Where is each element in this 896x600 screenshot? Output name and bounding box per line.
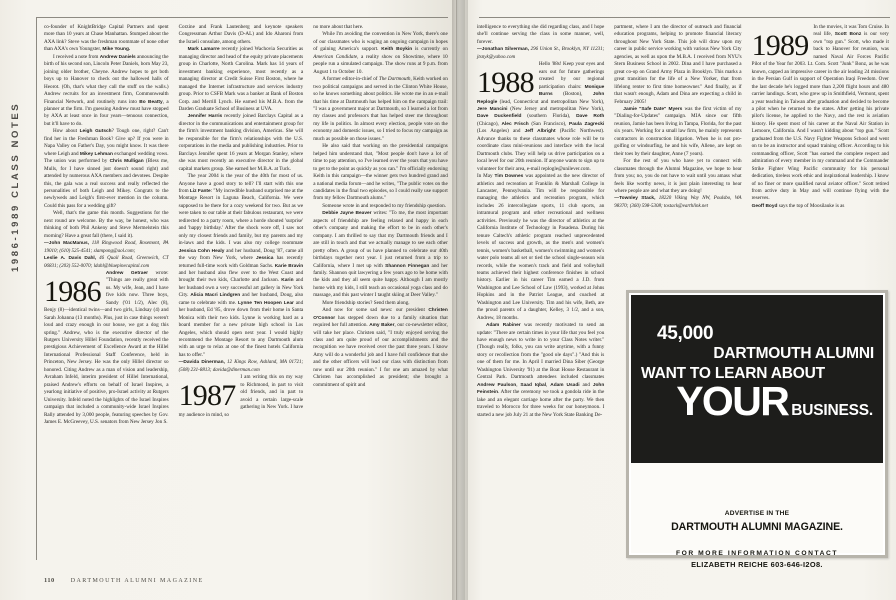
paragraph: Hello '88s! Keep your eyes and ears out for future gatherings created by our regional participation chairs: Monique Burns (Boston), John Replogle (lead, Connecticut and metropolitan New York), Jere Mancini (New Jersey and metropolitan New York), Dave Duckenfield (southern Florida), Dave Roth (Chicago), Alec Frisch (San Francisco), Paula Zagrecki (Los Angeles) and Jeff Albright (Pacific Northwest). Advance thanks to these classmates whose role will be to coordinate class mini-reunions and interface with the local Dartmouth clubs. They will help us drive participation on a local level for our 20th reunion. If anyone wants to sign up to volunteer for their area, e-mail replogle@unilever.com. — [477, 61, 605, 172]
ad-headline-line-1: 45,000 — [657, 323, 714, 344]
paragraph: More friendship stories? Send them along. — [322, 299, 410, 306]
person-name: Amy Baker — [369, 323, 395, 329]
ad-black-panel — [631, 295, 883, 463]
ad-cta-line-1: ADVERTISE IN THE — [724, 510, 790, 517]
person-name: Andrew Daniels — [99, 54, 136, 60]
person-name: Monique Burns — [538, 84, 605, 98]
person-name: Lynne Ten Hoopen Lear — [238, 300, 294, 306]
person-name: Geoff Boyd — [751, 203, 778, 209]
person-name: Andrew Getraer — [105, 270, 148, 276]
right-page-top-rule — [479, 17, 890, 18]
person-name: Karie Bravin — [274, 263, 304, 269]
person-name: Jessica Cohn Healy — [178, 248, 225, 254]
ad-contact-info: ELIZABETH REICHE 603-646-I2O8. — [691, 560, 823, 569]
ad-headline-line-3: WANT TO LEARN ABOUT — [641, 365, 825, 382]
paragraph: I received a note from Andrew Daniels announcing the birth of his second son, Lincoln Peter Daniels, born May 23, joining older brother, Cheyne. Andrew hopes to get both boys up to Hanover to check out the hallowed halls of Heorot. (Oh, that's what they call the stuff on the walls.) Andrew recruits for an investment firm, Commonwealth Financial Network, and routinely runs into Bo Beatty, a planner at the firm. I'm guessing Andrew must have stopped by AXA at least once in four years—tenuous connection, but it'll have to do. — [44, 53, 169, 127]
paragraph: Someone wrote in and responded to my friendship question. — [322, 202, 446, 209]
person-name: Chris Mulligan — [109, 159, 144, 165]
paragraph: And now for some sad news: our president Christen O'Connor has stepped down due to a family situation that required her full attention. Amy Baker, our co-newsletter editor, will take her place. Christen said, "I truly enjoyed serving the class and am quite proud of our accomplishments and the recognition we have received over the past three years. I know Amy will do a wonderful job and I have full confidence that she and the other officers will lead our class with distinction from now until our 20th reunion." I for one am amazed by what Christen has accomplished as president; she brought a commitment of spirit and — [313, 307, 448, 388]
ad-headline-business: BUSINESS. — [791, 402, 873, 419]
left-page-columns — [44, 24, 448, 426]
column-signature: —Townley Stack, 18220 Viking Way NW, Poulsbo, WA 98370; (360) 598-5308; tostack@earthlink.net — [614, 196, 742, 209]
publication-title: The Dartmouth — [378, 76, 411, 83]
person-name: Jennifer Harris — [187, 114, 223, 120]
right-column-1 — [477, 24, 614, 419]
paragraph: In May Tim Downes was appointed as the new director of athletics and recreation at Franklin & Marshall College in Lancaster, Pennsylvania. Tim will be responsible for managing the athletics and recreation program, which includes 26 intercollegiate sports, 11 club sports, an intramural program and other recreational and wellness activities. Previously he was the director of athletics at the California Institute of Technology in Pasadena. During his tenure Caltech's athletic program reached unprecedented levels of success and growth, as the men's and women's tennis, women's basketball, women's swimming and women's water polo teams all set or tied the school single-season win records, while the women's track and field and volleyball teams achieved their highest conference finishes in school history. Earlier in his career Tim earned a J.D. from Washington and Lee School of Law (1993), worked at Johns Hopkins and in the Patriot League, and coached at Washington and Lee University. Tim and his wife, Beth, are the proud parents of a daughter, Kelley, 3 1/2, and a son, Andrew, 18 months. — [477, 173, 605, 321]
person-name: Shannon Finnegan — [385, 263, 430, 269]
person-name: Karin — [281, 278, 294, 284]
person-name: Bo Beatty — [139, 99, 163, 105]
year-section-1986 — [44, 270, 169, 427]
paragraph: co-founder of KnightBridge Capital Partners and spent more than 10 years at Chase Manhattan. Stumped about the AXA link? Steve was the freshman roommate of none other than AXA's own Youngster, Mike Young. — [44, 24, 169, 53]
left-column-3 — [313, 24, 448, 426]
year-section-1988 — [477, 61, 604, 173]
column-signature: Leslie A. Davis Dahl, 46 Quail Road, Greenwich, CT 06831; (203) 552-0070; ldahl@bluepinecapital.com — [44, 256, 169, 269]
paragraph: Corzine and Frank Lautenberg and keynote speakers Congressman Arthur Davis (D-AL) and Ido Aharoni from the Israeli consulate, among others. — [178, 24, 304, 45]
column-signature: —Davida Dinerman, 12 Kings Row, Ashland, MA 01721; (508) 231-8813; davida@dinerman.com — [178, 360, 304, 373]
year-section-1989 — [752, 24, 889, 203]
paragraph: While I'm avoiding the convention in New York, there's one of our classmates who is waging an ongoing campaign in hopes of gaining America's support. Keith Boykin is currently on American Candidate, a reality show on Showtime, where 10 people run a simulated campaign. The show runs at 9 p.m. from August 1 to October 10. — [313, 31, 448, 75]
ad-headline-line-2: DARTMOUTH ALUMNI — [713, 345, 874, 362]
paragraph: no more about that here. — [313, 24, 364, 30]
person-name: Andrew Paulson — [477, 382, 517, 388]
ad-cta-panel — [631, 463, 883, 569]
paragraph: Geoff Boyd says the top of Moosilauke is as — [751, 202, 845, 209]
advertisement[interactable] — [626, 290, 888, 569]
person-name: Alec Frisch — [501, 121, 529, 127]
paragraph: Mark Lamarre recently joined Wachovia Securities as managing director and head of the equity private placements group in Charlotte, North Carolina. Mark has 14 years of investment banking experience, most recently as a managing director at Credit Suisse First Boston, where he managed the Internet infrastructure and services industry group. Prior to CSFB Mark was a banker at Bank of Boston Corp. and Merrill Lynch. He earned his M.B.A. from the Darden Graduate School of Business at UVA. — [178, 46, 304, 112]
person-name: Mark Lamarre — [187, 47, 220, 53]
person-name: John Replogle — [477, 92, 605, 105]
person-name: Christen O'Connor — [313, 308, 448, 321]
person-name: Leigh Gutsch — [79, 129, 112, 135]
year-heading: 1988 — [477, 66, 534, 100]
paragraph: A former editor-in-chief of The Dartmouth, Keith worked on two political campaigns and served in the Clinton White House, so he knows something about politics. He wrote me in an e-mail that his time at Dartmouth has helped him on the campaign trail: "I was a government major at Dartmouth, so I learned a lot from my classes and professors that has helped steer me throughout my life in politics. In almost every election, people vote on the economy and domestic issues, so I tried to focus my campaign as much as possible on those issues." — [313, 76, 448, 142]
paragraph: How about Leigh Gutsch? Tough one, right? Can't find her in the Freshman Book? Give up? If you were in Napa Valley on Father's Day, you might know. It was there where Leigh and Mikey Lehman exchanged wedding vows. The union was performed by Chris Mulligan (Bless me, Mulls, for I have sinned just doesn't sound right) and attended by numerous AXA members and devotees. Despite this, the gala was a real success and really reflected the personalities of both Leigh and Mikey. Congrats to the newlyweds and Leigh's first-ever mention in the column. Could this pass for a wedding gift? — [44, 128, 169, 209]
paragraph: I am writing this on my way to Richmond, in part to visit old friends, and in part to avoid a certain large-scale gathering in New York. I have my audience in mind, so — [178, 374, 304, 418]
running-head-vertical: 1986-1989 CLASS NOTES — [10, 101, 21, 272]
person-name: Jessica — [256, 256, 274, 262]
show-title: American Candidate — [313, 53, 358, 60]
ad-headline-line-4 — [631, 378, 883, 424]
year-section-1987 — [179, 374, 304, 419]
person-name: Scott Bonz — [834, 32, 862, 38]
paragraph: In the movies, it was Tom Cruise. In real life, Scott Bonz is our very own "top gun." Scott, who made it back to Hanover for reunion, was named Naval Air Forces Pacific Pilot of the Year for 2003. Lt. Com. Scott "Junk" Bonz, as he was known, capped an impressive career in the air leading 24 missions in the Persian Gulf in support of Operation Iraqi Freedom. Over the last decade he's logged more than 2,200 flight hours and 480 carrier landings. Scott, who grew up in Smithfield, Vermont, spent a year teaching in Taiwan after graduation and decided to become a pilot when he returned to the states. After getting his private pilot's license, he applied to the Navy, and the rest is aviation history. He spent most of his career at the Naval Air Station in Lemoore, California. And I wasn't kidding about "top gun." Scott graduated from the U.S. Navy Fighter Weapons School and went on to be an instructor and squad training officer. According to his commanding officer, Scott "has earned the complete respect and admiration of every member in my command and the Commander Strike Fighter Wing Pacific community for his personal dedication, tireless work ethic and inspirational leadership. I know of no finer or more qualified naval aviator officer." Scott retired from active duty in May and will continue flying with the reserves. — [751, 24, 889, 202]
column-signature: —Jonathan Silverman, 296 Union St., Brooklyn, NY 11231; jtsnyk@yahoo.com — [477, 47, 605, 60]
left-column-1 — [44, 24, 179, 426]
left-page-top-rule — [36, 17, 448, 18]
ad-cta-line-2: DARTMOUTH ALUMNI MAGAZINE. — [671, 521, 843, 533]
paragraph: partment, where I am the director of outreach and financial education programs, helping to promote financial literacy throughout New York State. This job will draw upon my career in public service working with various New York City agencies, as well as upon the M.B.A. I received from NYU's Stern Business School in 2002. Dina and I have purchased a great co-op on Grand Army Plaza in Brooklyn. This marks a great transition for the life of a New Yorker, that from lifelong renter to first time homeowner." And finally, as if that wasn't enough, Adam and Dina are expecting a child in February 2005! — [614, 24, 742, 105]
person-name: Adam Usadi — [550, 382, 580, 388]
right-page — [465, 0, 896, 600]
paragraph: intelligence to everything she did regarding class, and I hope she'll continue serving the class in some manner, well, forever. — [477, 24, 605, 45]
person-name: Dave Roth — [576, 114, 605, 120]
person-name: Dave Duckenfield — [477, 114, 522, 120]
person-name: Jeff Albright — [524, 129, 556, 135]
person-name: Liz Fante — [189, 188, 211, 194]
person-name: Mikey Lehman — [79, 151, 113, 157]
paragraph: He also said that working on the presidential campaigns helped him understand that, "Most people don't have a lot of time to pay attention, so I've learned over the years that you have to get to the point as quickly as you can." I'm officially endorsing Keith in this campaign—the winner gets two hundred grand and a national media forum—and he writes, "The public votes on the candidates in the final two episodes, so I could really use support from my fellow Dartmouth alums." — [313, 143, 448, 202]
person-name: John Feinstein — [477, 382, 605, 396]
page-footer — [44, 577, 204, 584]
person-name: Jamie "Safe Date" Myers — [623, 106, 683, 112]
paragraph: Well, that's the game this month. Suggestions for the next round are welcome. By the way, be honest, who was thinking of both Phil Ankeny and Steve Mermelstein this morning? Have a great fall (there, I said it). — [44, 210, 169, 239]
left-column-2 — [179, 24, 314, 426]
ad-cta-line-3: FOR MORE INFORMATION CONTACT — [675, 550, 839, 557]
person-name: Adam Rabiner — [486, 323, 521, 329]
person-name: Keith Boykin — [381, 47, 413, 53]
paragraph: Jamie "Safe Date" Myers was the first victim of my "Dialing-for-Updates" campaign. MIA since our fifth reunion, Jamie has been living in Tampa, Florida, for the past six years. Working for a small law firm, he mainly represents contractors in construction litigation. When he is not pro-golfing or windsurfing, he and his wife, Allene, are kept on their toes by their daughter, Anne (7 years). — [614, 105, 742, 157]
paragraph: Andrew Getraer wrote: "Things are really great with us. My wife, Jean, and I have five kids now. Three boys, Sandy ('01 1/2), Alec (8), Benjy (8)—identical twins—and two girls, Lindsay (4) and Sarah Johanna (13 months). Plus, just in case things weren't loud and crazy enough in our house, we got a dog this spring." Andrew, who is the executive director of the Rutgers University Hillel Foundation, recently received the prestigious Achievement of Excellence Award at the Hillel International Professional Staff Conference, held in Princeton, New Jersey. He was the only Hillel director so honored. Citing Andrew as a man of vision and leadership, Avraham Infeld, interim president of Hillel International, praised Andrew's efforts on behalf of Israel Inspires, a yearlong initiative of positive, pro-Israel activity at Rutgers University. Infeld noted the highlights of the Israel Inspires campaign that included a community-wide Israel Inspires Rally attended by 3,000 people, featuring speeches by Gov. James E. McGreevey, U.S. senators from New Jersey Jon S. — [44, 269, 169, 426]
year-heading: 1989 — [751, 29, 809, 62]
ad-headline-your: YOUR — [676, 378, 789, 424]
year-heading: 1986 — [44, 274, 101, 308]
person-name: Paula Zagrecki — [569, 121, 605, 127]
left-page-side-rule — [36, 17, 37, 560]
paragraph: The year 2004 is the year of the 40th for most of us. Anyone have a good story to tell? I'll start with this one from Liz Fante: "My incredible husband surprised me at the Montage Resort in Laguna Beach, California. We were supposed to be there for a cozy weekend for two. But as we were taken to our table at their fabulous restaurant, we were redirected to a party room, where a horde shouted 'surprise' and 'happy birthday.' After the shock wore off, I saw not only my closest friends and family, but my parents and my in-laws and the kids. I was also my college roommate Jessica Cohn Healy and her husband, Doug '87, came all the way from New York, where Jessica has recently returned full-time work with Goldman Sachs. Karie Bravin and her husband also flew over to the West Coast and brought their two kids, Charlotte and Jackson. Karin and her husband own a very successful art gallery in New York City. Alicia Macri Lindgren and her husband, Doug, also came to celebrate with me. Lynne Ten Hoopen Lear and her husband, Ed '85, drove down from their home in Santa Monica with their two kids. Lynne is working hard as a board member for a new private high school in Los Angeles, which should open next year. I would highly recommend the Montage Resort to any Dartmouth alum with an urge to relax at one of the finest hotels California has to offer." — [178, 173, 304, 358]
paragraph: Jennifer Harris recently joined Barclays Capital as a director in the communications and entertainment group for the firm's investment banking division, Americas. She will be responsible for the firm's relationships with the U.S. corporations in the media and publishing industries. Prior to Barclays Jennifer spent 16 years at Morgan Stanley, where she was most recently an executive director in the global capital markets group. She earned her M.B.A. at Tuck. — [178, 113, 304, 172]
person-name: Mike Young. — [102, 47, 131, 53]
year-heading: 1987 — [178, 379, 236, 413]
person-name: Saad Iqbal — [520, 382, 547, 388]
paragraph: Debbie Jayne Beaver writes: "To me, the most important aspects of friendship are feeling relaxed and happy in each other's company and making the effort to be in each other's company. I am thrilled to say that my Dartmouth friends and I are still in touch and that we actually manage to see each other pretty often. A group of us have planned to celebrate our 40th birthdays together next year. I just returned from a trip to California, where I met up with Shannon Finnegan and her family. Shannon quit lawyering a few years ago to be home with the kids and they all seem quite happy. Although I am mostly home with my kids, I still teach an occasional yoga class and do massage, and this past winter I taught skiing at Deer Valley." — [313, 210, 448, 299]
person-name: Debbie Jayne Beaver — [322, 211, 372, 217]
person-name: Tim Downes — [494, 174, 524, 180]
column-signature: —John MacManus, 118 Ringwood Road, Rosemont, PA 19010; (610) 525-4541; slampong@aol.com; — [44, 241, 169, 254]
person-name: Jere Mancini — [477, 106, 508, 112]
person-name: Alicia Macri Lindgren — [190, 293, 241, 299]
paragraph: For the rest of you who have yet to connect with classmates through the Alumni Magazine, we hope to hear from you; no, you do not have to wait until you amass what feels like worthy news, it is just plain interesting to hear where people are and what they are doing! — [614, 158, 742, 194]
page-number: 110 — [44, 577, 55, 584]
publication-name: DARTMOUTH ALUMNI MAGAZINE — [70, 578, 204, 584]
paragraph: Adam Rabiner was recently motivated to send an update: "There are certain times in your life that you feel you have enough news to write in to your Class Notes writer." (Though really, folks, you can write anytime, with a funny story or recollection from the "good ole days".) "And this is one of them for me. In April I married Dina Siber (George Washington University '91) at the Boat House Restaurant in Central Park. Dartmouth attendees included classmates Andrew Paulson, Saad Iqbal, Adam Usadi and John Feinstein. After the ceremony we took a gondola ride in the lake and an elegant carriage home after the party. We then traveled to Morocco for three weeks for our honeymoon. I started a new job July 21 at the New York State Banking De- — [477, 322, 605, 418]
